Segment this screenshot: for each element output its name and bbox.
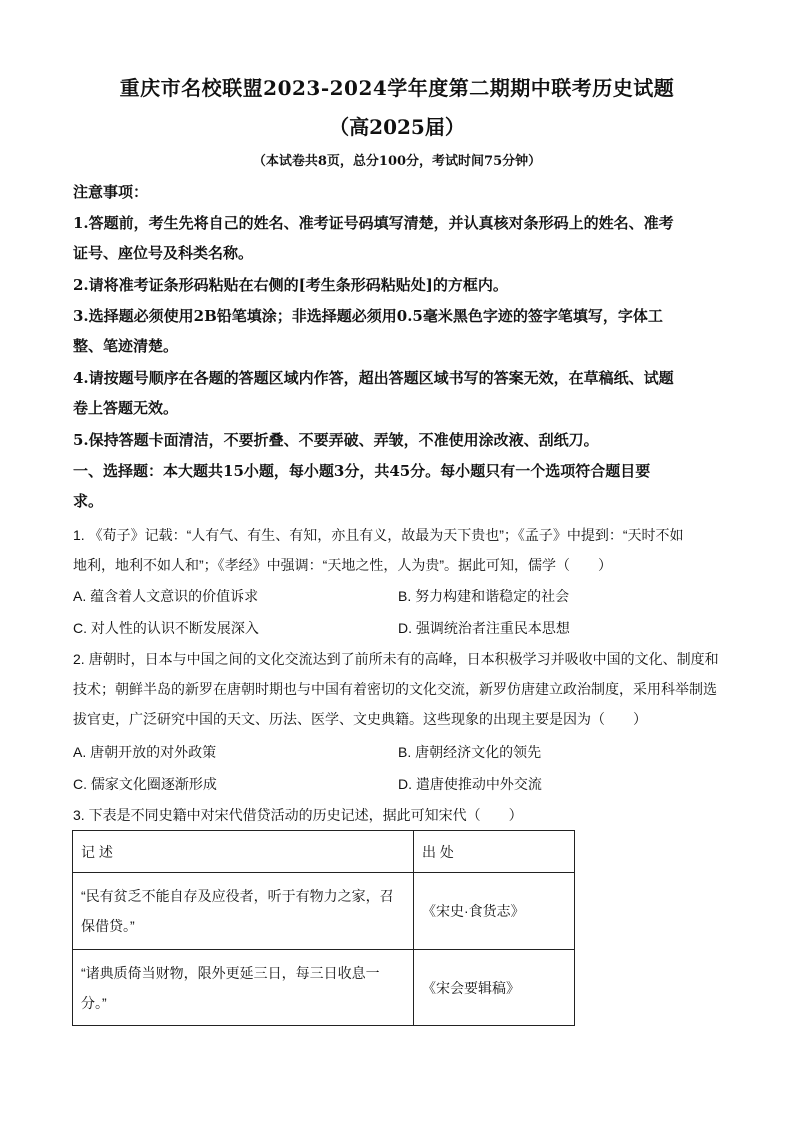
notice-line: 4.请按题号顺序在各题的答题区域内作答，超出答题区域书写的答案无效，在草稿纸、试题 [73,369,674,387]
notice-line: 整、笔迹清楚。 [73,337,179,355]
question-line: 2. 唐朝时，日本与中国之间的文化交流达到了前所未有的高峰，日本积极学习并吸收中国的文化、制度和 [73,651,719,667]
table-cell-record [73,950,414,1026]
exam-info: （本试卷共8页，总分100分，考试时间75分钟） [252,154,542,169]
question-1-option-c: C. 对人性的认识不断发展深入 [73,620,259,636]
section-line: 一、选择题：本大题共15小题，每小题3分，共45分。每小题只有一个选项符合题目要 [73,462,651,480]
table-cell-record [73,873,414,950]
question-2-option-c: C. 儒家文化圈逐渐形成 [73,776,217,792]
record-line: “民有贫乏不能自存及应役者，听于有物力之家，召 [81,888,394,904]
section-heading [73,456,723,516]
notice-item-1 [73,208,723,268]
exam-title: 重庆市名校联盟2023-2024学年度第二期期中联考历史试题 [119,76,675,100]
question-1-option-b: B. 努力构建和谐稳定的社会 [398,588,570,604]
notice-line: 2.请将准考证条形码粘贴在右侧的[考生条形码粘贴处]的方框内。 [73,276,508,294]
exam-subtitle: （高2025届） [329,115,465,139]
record-line: “诸典质倚当财物，限外更延三日，每三日收息一 [81,964,380,981]
notice-line: 证号、座位号及科类名称。 [73,244,254,262]
question-line: 1. 《荀子》记载：“人有气、有生、有知，亦且有义，故最为天下贵也”；《孟子》中提到：“天时不如 [73,527,684,543]
table-header-row [73,831,575,873]
record-line: 保借贷。” [81,918,135,934]
table-header-source: 出 处 [414,831,575,873]
notice-heading: 注意事项： [73,183,149,201]
notice-item-3 [73,301,723,361]
question-line: 技术；朝鲜半岛的新罗在唐朝时期也与中国有着密切的文化交流，新罗仿唐建立政治制度，采用科举制选 [73,681,717,697]
question-2-option-d: D. 遣唐使推动中外交流 [398,776,542,792]
table-header-record: 记 述 [73,831,414,873]
record-line: 分。” [81,994,107,1011]
notice-line: 1.答题前，考生先将自己的姓名、准考证号码填写清楚，并认真核对条形码上的姓名、准考 [73,214,674,232]
table-cell-source: 《宋史·食货志》 [414,873,575,950]
question-line: 3. 下表是不同史籍中对宋代借贷活动的历史记述，据此可知宋代（ ） [73,807,523,823]
question-2-stem [73,644,723,734]
section-line: 求。 [73,492,104,510]
source-table [72,830,575,1026]
question-1-option-d: D. 强调统治者注重民本思想 [398,620,570,636]
question-1-stem [73,520,723,580]
notice-item-2 [73,270,723,300]
table-row [73,873,575,950]
notice-line: 3.选择题必须使用2B铅笔填涂；非选择题必须用0.5毫米黑色字迹的签字笔填写，字体工 [73,307,663,325]
question-2-option-b: B. 唐朝经济文化的领先 [398,744,542,760]
question-1-option-a: A. 蕴含着人文意识的价值诉求 [73,588,259,604]
notice-item-5 [73,425,723,455]
table-row [73,950,575,1026]
table-cell-source: 《宋会要辑稿》 [414,950,575,1026]
notice-item-4 [73,363,723,423]
question-line: 地利，地利不如人和”；《孝经》中强调：“天地之性，人为贵”。据此可知，儒学（ ） [73,557,612,573]
question-line: 拔官吏，广泛研究中国的天文、历法、医学、文史典籍。这些现象的出现主要是因为（ ） [73,711,647,727]
question-3-stem [73,800,723,830]
question-2-option-a: A. 唐朝开放的对外政策 [73,744,217,760]
notice-line: 5.保持答题卡面清洁，不要折叠、不要弄破、弄皱，不准使用涂改液、刮纸刀。 [73,431,599,449]
notice-line: 卷上答题无效。 [73,399,179,417]
